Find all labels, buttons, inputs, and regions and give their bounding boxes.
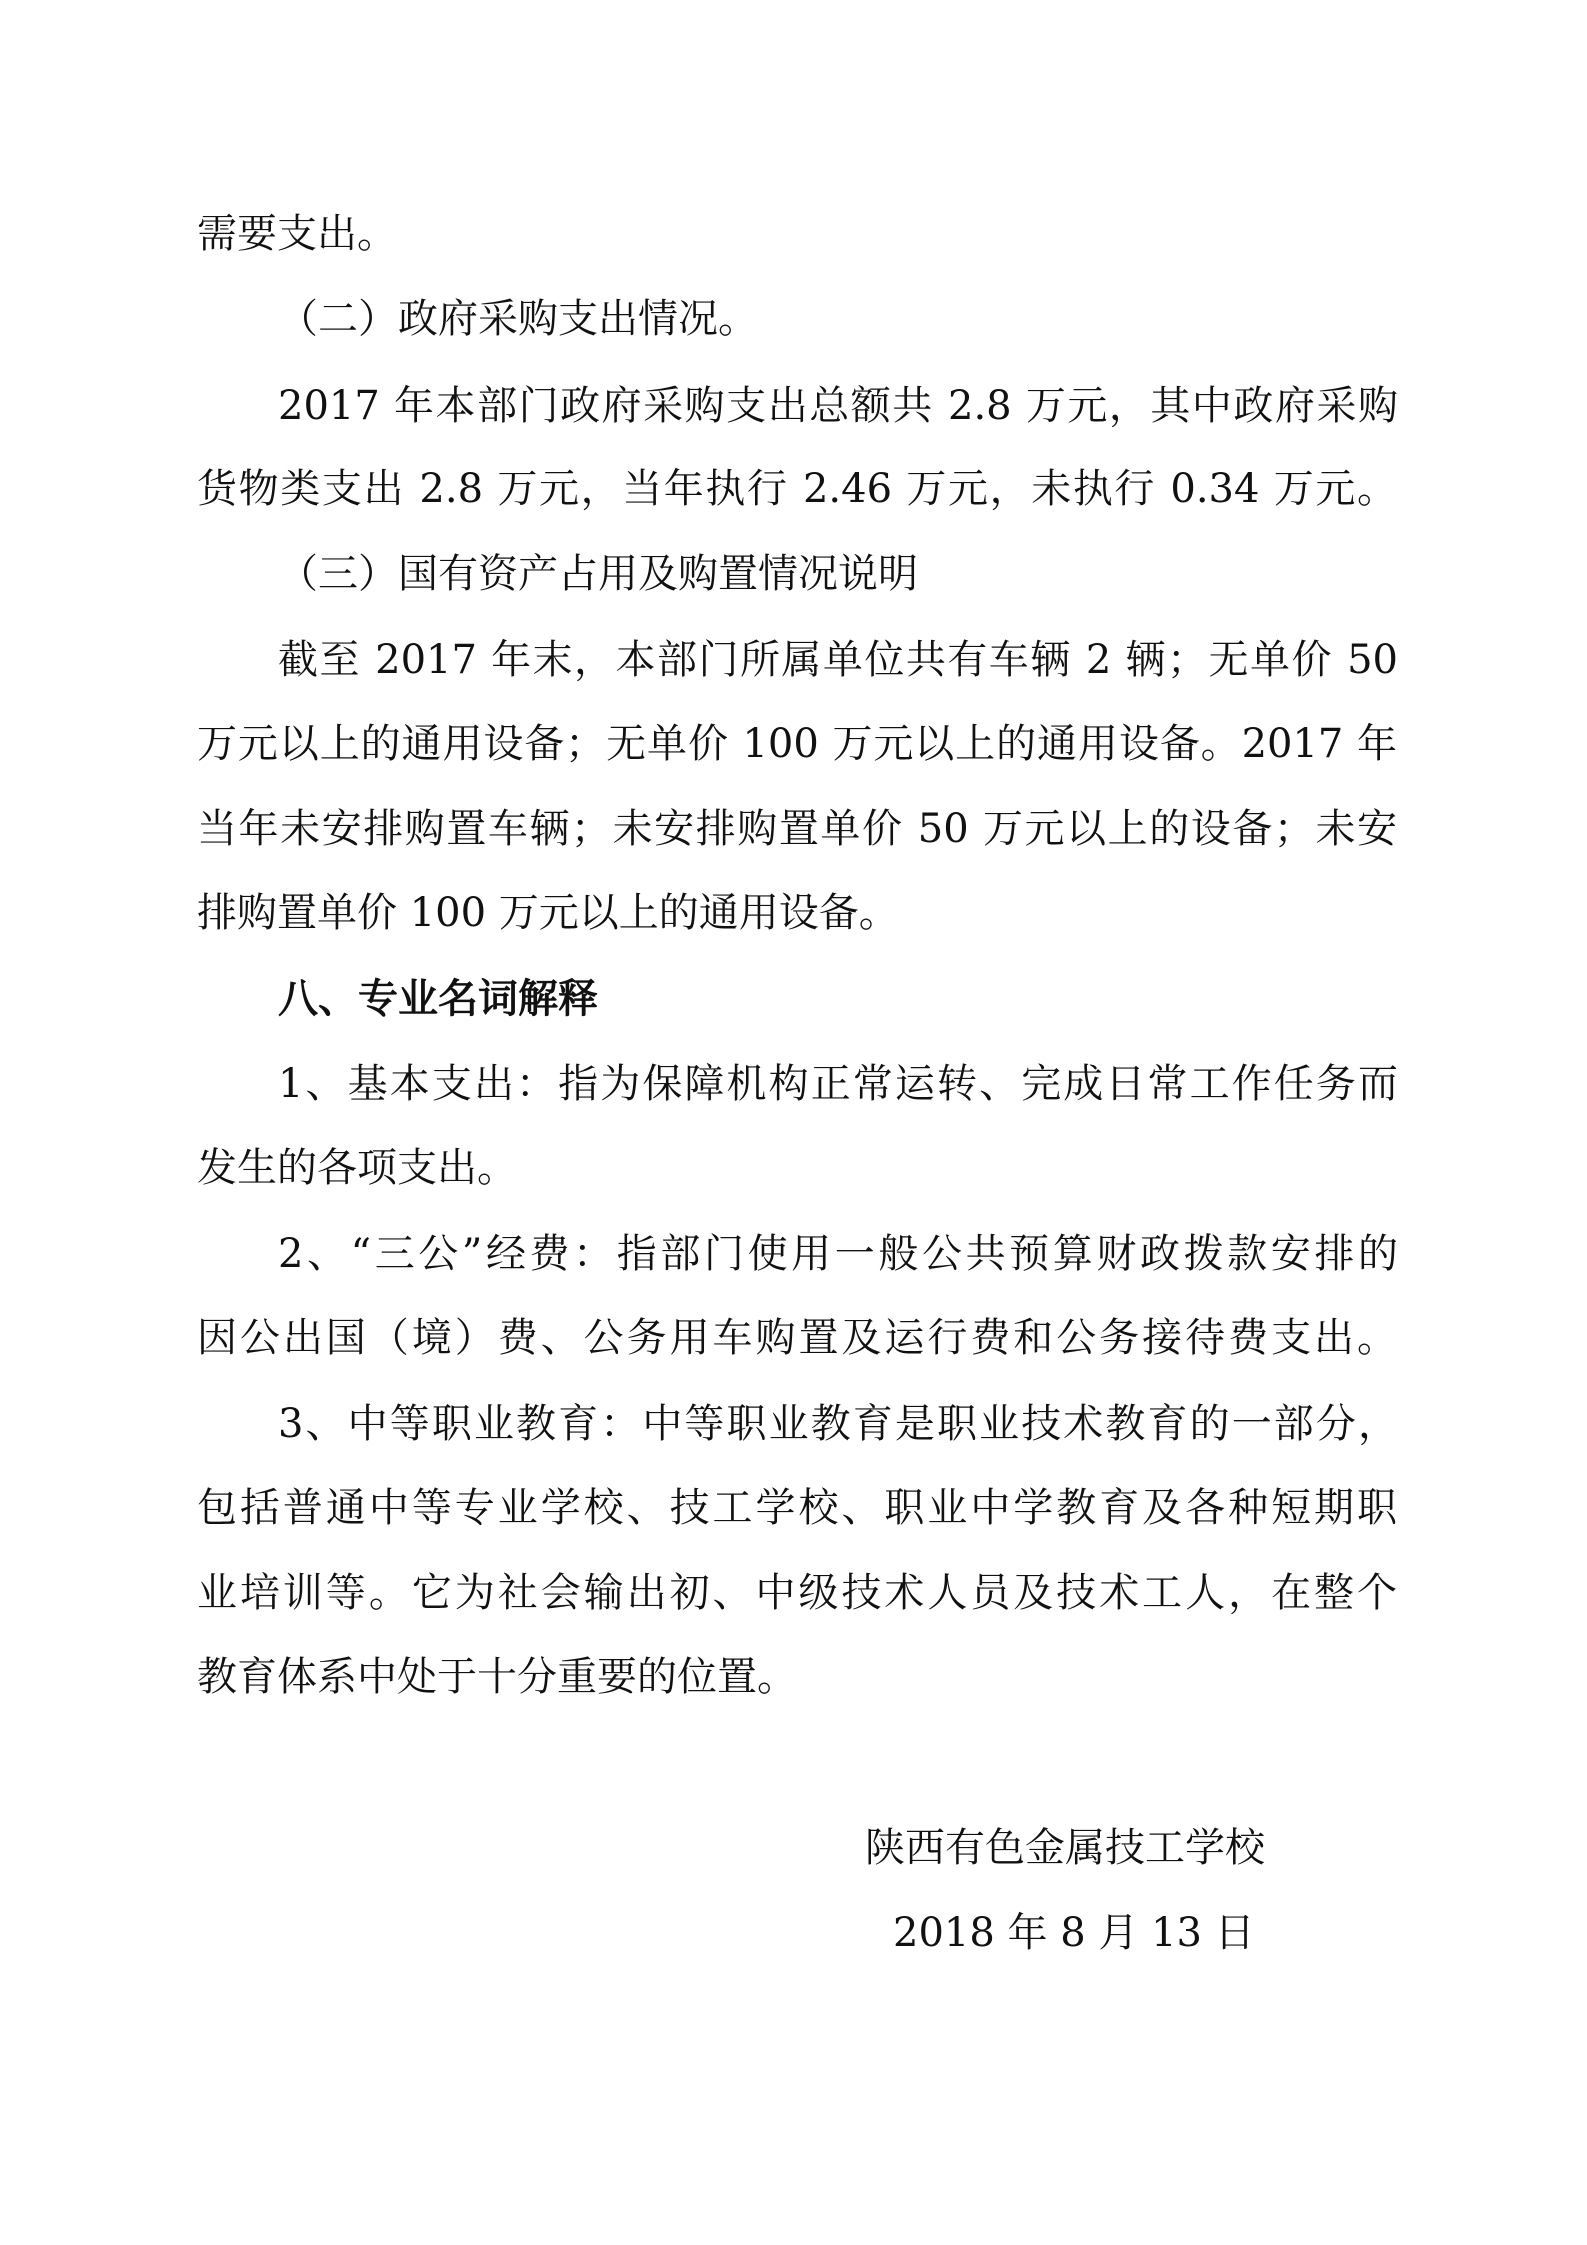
paragraph-line: 2、“三公”经费：指部门使用一般公共预算财政拨款安排的 — [278, 1231, 1398, 1277]
paragraph-line: 当年未安排购置车辆；未安排购置单价 50 万元以上的设备；未安 — [197, 806, 1397, 852]
paragraph-line: 排购置单价 100 万元以上的通用设备。 — [197, 890, 899, 936]
section-heading: （三）国有资产占用及购置情况说明 — [278, 551, 918, 597]
paragraph-line: 业培训等。它为社会输出初、中级技术人员及技术工人，在整个 — [197, 1570, 1397, 1616]
paragraph-line: 包括普通中等专业学校、技工学校、职业中学教育及各种短期职 — [197, 1485, 1397, 1531]
section-heading: （二）政府采购支出情况。 — [278, 296, 758, 342]
paragraph-line: 因公出国（境）费、公务用车购置及运行费和公务接待费支出。 — [197, 1315, 1397, 1361]
paragraph-line: 教育体系中处于十分重要的位置。 — [197, 1654, 797, 1700]
paragraph-line: 货物类支出 2.8 万元，当年执行 2.46 万元，未执行 0.34 万元。 — [197, 466, 1397, 512]
paragraph-line: 万元以上的通用设备；无单价 100 万元以上的通用设备。2017 年 — [197, 721, 1397, 767]
paragraph-line: 需要支出。 — [197, 211, 397, 257]
signature-date: 2018 年 8 月 13 日 — [893, 1910, 1255, 1956]
paragraph-line: 2017 年本部门政府采购支出总额共 2.8 万元，其中政府采购 — [278, 383, 1398, 429]
paragraph-line: 截至 2017 年末，本部门所属单位共有车辆 2 辆；无单价 50 — [278, 637, 1398, 683]
signature-organization: 陕西有色金属技工学校 — [865, 1825, 1265, 1871]
paragraph-line: 3、中等职业教育：中等职业教育是职业技术教育的一部分， — [278, 1401, 1398, 1447]
chapter-heading: 八、专业名词解释 — [278, 976, 598, 1022]
paragraph-line: 1、基本支出：指为保障机构正常运转、完成日常工作任务而 — [278, 1061, 1398, 1107]
paragraph-line: 发生的各项支出。 — [197, 1145, 517, 1191]
